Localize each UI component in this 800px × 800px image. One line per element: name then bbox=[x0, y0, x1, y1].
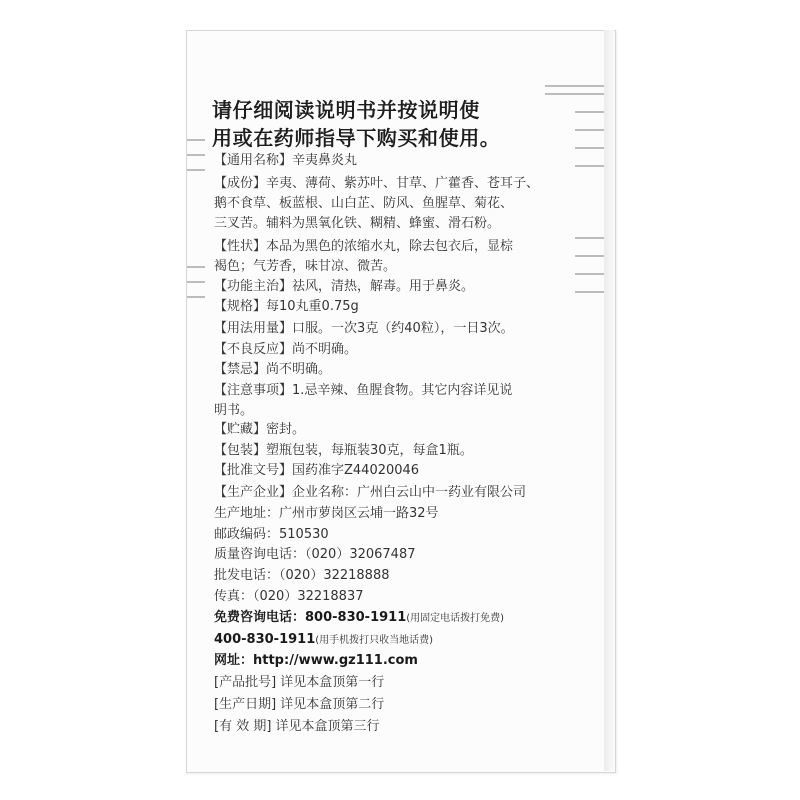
free-hotline-note: (用固定电话拨打免费) bbox=[406, 613, 505, 624]
manufacturer: 【生产企业】企业名称：广州白云山中一药业有限公司 bbox=[214, 485, 527, 500]
postal-code: 邮政编码：510530 bbox=[214, 527, 329, 542]
decorative-stripe bbox=[575, 165, 605, 167]
indications: 【功能主治】祛风，清热，解毒。用于鼻炎。 bbox=[214, 279, 475, 294]
decorative-stripe bbox=[187, 281, 205, 283]
free-hotline-row bbox=[214, 608, 504, 629]
read-instructions-warning bbox=[212, 96, 612, 152]
decorative-stripe bbox=[187, 154, 205, 156]
mobile-hotline-note: (用手机拨打只收当地话费) bbox=[315, 635, 434, 646]
production-date: [生产日期] 详见本盒顶第二行 bbox=[214, 697, 385, 712]
storage: 【贮藏】密封。 bbox=[214, 422, 306, 437]
warning-line: 用或在药师指导下购买和使用。 bbox=[212, 126, 501, 150]
dosage: 【用法用量】口服。一次3克（约40粒），一日3次。 bbox=[214, 321, 514, 336]
precautions: 【注意事项】1.忌辛辣、鱼腥食物。其它内容详见说 bbox=[214, 383, 513, 398]
free-hotline: 免费咨询电话：800-830-1911 bbox=[214, 610, 407, 625]
ingredients: 【成份】辛夷、薄荷、紫苏叶、甘草、广藿香、苍耳子、 bbox=[214, 176, 540, 191]
warning-line: 请仔细阅读说明书并按说明使 bbox=[212, 98, 480, 122]
mobile-hotline: 400-830-1911 bbox=[214, 632, 316, 647]
specification: 【规格】每10丸重0.75g bbox=[214, 299, 359, 314]
fax: 传真：（020）32218837 bbox=[214, 589, 364, 604]
decorative-stripe bbox=[575, 237, 605, 239]
website: 网址：http://www.gz111.com bbox=[214, 653, 418, 668]
production-address: 生产地址：广州市萝岗区云埔一路32号 bbox=[214, 506, 439, 521]
precautions-cont: 明书。 bbox=[214, 403, 254, 418]
wholesale-phone: 批发电话：（020）32218888 bbox=[214, 568, 390, 583]
ingredients-cont: 三叉苦。辅料为黑氧化铁、糊精、蜂蜜、滑石粉。 bbox=[214, 216, 501, 231]
description: 【性状】本品为黑色的浓缩水丸，除去包衣后，显棕 bbox=[214, 239, 514, 254]
decorative-stripe bbox=[187, 296, 205, 298]
mobile-hotline-row bbox=[214, 630, 433, 651]
decorative-stripe bbox=[545, 85, 605, 87]
adverse-reactions: 【不良反应】尚不明确。 bbox=[214, 342, 358, 357]
decorative-stripe bbox=[575, 273, 605, 275]
approval-number: 【批准文号】国药准字Z44020046 bbox=[214, 463, 420, 478]
decorative-stripe bbox=[575, 291, 605, 293]
description-cont: 褐色；气芳香，味甘凉、微苦。 bbox=[214, 259, 397, 274]
generic-name: 【通用名称】辛夷鼻炎丸 bbox=[214, 153, 358, 168]
packaging: 【包装】塑瓶包装，每瓶装30克，每盒1瓶。 bbox=[214, 443, 473, 458]
ingredients-cont: 鹅不食草、板蓝根、山白芷、防风、鱼腥草、菊花、 bbox=[214, 196, 514, 211]
contraindications: 【禁忌】尚不明确。 bbox=[214, 362, 332, 377]
expiry-date: [有 效 期] 详见本盒顶第三行 bbox=[214, 719, 380, 734]
quality-hotline: 质量咨询电话：（020）32067487 bbox=[214, 547, 416, 562]
decorative-stripe bbox=[187, 169, 205, 171]
decorative-stripe bbox=[545, 93, 605, 95]
decorative-stripe bbox=[187, 139, 205, 141]
decorative-stripe bbox=[187, 266, 205, 268]
batch-number: [产品批号] 详见本盒顶第一行 bbox=[214, 675, 385, 690]
decorative-stripe bbox=[575, 255, 605, 257]
